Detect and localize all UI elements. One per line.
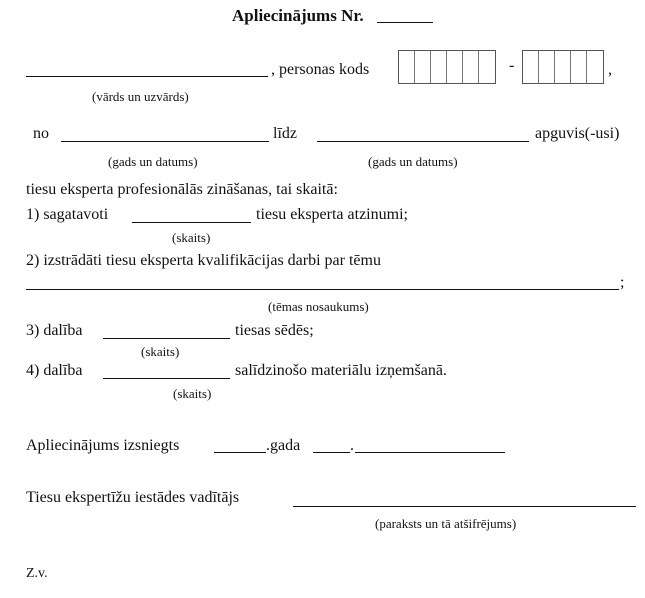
item1-prefix: 1) sagatavoti — [26, 206, 109, 223]
signature-caption: (paraksts un tā atšifrējums) — [375, 516, 517, 531]
until-date-caption: (gads un datums) — [368, 154, 458, 169]
item3-suffix: tiesas sēdēs; — [235, 322, 314, 339]
personal-code-dash: - — [509, 57, 515, 74]
intro-text: tiesu eksperta profesionālās zināšanas, tai skaitā: — [26, 181, 338, 198]
from-label: no — [33, 125, 49, 142]
name-surname-caption: (vārds un uzvārds) — [92, 89, 189, 104]
stamp-place: Z.v. — [26, 566, 48, 581]
item2-topic-field[interactable] — [26, 289, 619, 290]
personal-code-label: , personas kods — [271, 61, 370, 78]
issued-year-field[interactable] — [214, 452, 266, 453]
personal-code-second-part[interactable] — [522, 50, 604, 84]
completed-label: apguvis(-usi) — [535, 125, 620, 142]
until-date-field[interactable] — [317, 141, 529, 142]
item4-count-field[interactable] — [103, 378, 230, 379]
item3-caption: (skaits) — [141, 344, 180, 359]
item3-prefix: 3) dalība — [26, 322, 83, 339]
issued-dot: . — [350, 437, 354, 454]
item2-text: 2) izstrādāti tiesu eksperta kvalifikācijas darbi par tēmu — [26, 252, 381, 269]
from-date-caption: (gads un datums) — [108, 154, 198, 169]
certificate-number-field[interactable] — [377, 22, 433, 23]
item4-prefix: 4) dalība — [26, 362, 83, 379]
item1-count-field[interactable] — [132, 222, 251, 223]
item3-count-field[interactable] — [103, 338, 230, 339]
issued-day-field[interactable] — [313, 452, 350, 453]
until-label: līdz — [273, 125, 297, 142]
item2-caption: (tēmas nosaukums) — [268, 299, 369, 314]
from-date-field[interactable] — [61, 141, 269, 142]
signature-field[interactable] — [293, 506, 636, 507]
item1-suffix: tiesu eksperta atzinumi; — [256, 206, 408, 223]
head-label: Tiesu ekspertīžu iestādes vadītājs — [26, 489, 240, 506]
issued-year-suffix: .gada — [266, 437, 301, 454]
item1-caption: (skaits) — [172, 230, 211, 245]
issued-label: Apliecinājums izsniegts — [26, 437, 180, 454]
item4-caption: (skaits) — [173, 386, 212, 401]
personal-code-first-part[interactable] — [398, 50, 496, 84]
issued-month-field[interactable] — [355, 452, 505, 453]
name-surname-field[interactable] — [26, 76, 268, 77]
personal-code-comma: , — [608, 61, 612, 78]
item2-end: ; — [620, 274, 625, 291]
item4-suffix: salīdzinošo materiālu izņemšanā. — [235, 362, 447, 379]
document-title: Apliecinājums Nr. — [232, 6, 364, 25]
